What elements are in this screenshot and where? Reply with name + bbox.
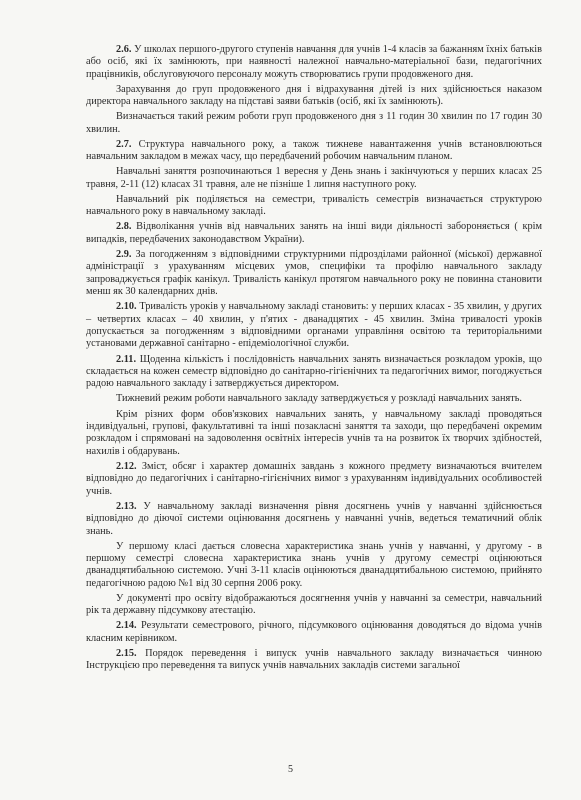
paragraph-text: Щоденна кількість і послідовність навчальних занять визначається розкладом уроків, що складається на кожен семестр відповідно до санітарно-гігієнічних та педагогічних вимог, погоджується радою навчального закладу і затверджується директором. [86,353,542,390]
paragraph-text: У першому класі дається словесна характеристика знань учнів у навчанні, у другому - в першому семестрі словесна характеристика знань учнів у другому семестрі оцінюються дванадцятибальною системою. Учні 3-11 класів оцінюються дванадцятибальною системою, прийнято педагогічною радою №1 від 30 серпня 2006 року. [86,540,542,589]
paragraph-2-11 [86,354,542,391]
paragraph-text: Крім різних форм обов'язкових навчальних занять, у навчальному закладі проводяться індивідуальні, групові, факультативні та інші позакласні заняття та заходи, що передбачені окремим розкладом і спрямовані на задоволення освітніх інтересів учнів та на розвиток їх творчих здібностей, нахилів і обдарувань. [86,408,542,457]
paragraph-text: У документі про освіту відображаються досягнення учнів у навчанні за семестри, навчальний рік та державну підсумкову атестацію. [86,592,542,617]
paragraph-text: Відволікання учнів від навчальних занять на інші види діяльності забороняється ( крім випадків, передбачених законодавством України). [86,221,542,245]
paragraph-2-9 [86,249,542,299]
paragraph-2-13 [86,501,542,538]
paragraph-text: Структура навчального року, а також тижневе навантаження учнів встановлюються навчальним закладом в межах часу, що передбачений робочим навчальним планом. [86,138,542,163]
paragraph-2-6 [86,44,542,81]
paragraph-education-document [86,593,542,618]
clause-number: 2.15. [116,647,137,659]
clause-number: 2.13. [116,500,137,512]
clause-number: 2.14. [116,620,137,632]
paragraph-text: Навчальний рік поділяється на семестри, тривалість семестрів визначається структурою навчального року в навчальному закладі. [86,193,542,218]
paragraph-text: У навчальному закладі визначення рівня досягнень учнів у навчанні здійснюється відповідно до діючої системи оцінювання досягнень у навчанні учнів, ведеться тематичний облік знань. [86,500,542,537]
clause-number: 2.12. [116,460,137,472]
clause-number: 2.9. [116,248,132,260]
paragraph-text: Зміст, обсяг і характер домашніх завдань з кожного предмету визначаються вчителем відповідно до педагогічних і санітарно-гігієнічних вимог з урахуванням індивідуальних особливостей учнів. [86,460,543,497]
paragraph-text: За погодженням з відповідними структурними підрозділами районної (міської) державної адміністрації з урахуванням місцевих умов, специфіки та профілю навчального закладу запроваджується графік канікул. Тривалість канікул протягом навчального року не повинна становити менш як 30 календарних днів. [86,248,542,298]
paragraph-text: Тижневий режим роботи навчального закладу затверджується у розкладі навчальних занять. [116,393,522,405]
page-number: 5 [288,764,293,775]
paragraph-2-12 [86,461,542,498]
paragraph-2-10 [86,301,542,351]
paragraph-enrollment [86,84,542,109]
page-body [86,44,542,675]
paragraph-2-15 [86,648,542,673]
paragraph-text: Навчальні заняття розпочинаються 1 вересня у День знань і закінчуються у перших класах 25 травня, 2-11 (12) класах 31 травня, але не пізніше 1 липня наступного року. [86,166,542,190]
paragraph-text: Тривалість уроків у навчальному закладі становить: у перших класах - 35 хвилин, у других – четвертих класах – 40 хвилин, у п'ятих - дванадцятих - 45 хвилин. Зміна тривалості уроків допускається за погодженням з відповідними органами управління освітою та територіальними установами державної санітарно - епідеміологічної служби. [86,301,542,350]
paragraph-weekly-schedule [86,393,542,405]
paragraph-2-7 [86,139,542,164]
paragraph-school-year-dates [86,166,542,191]
clause-number: 2.7. [116,138,132,150]
clause-number: 2.11. [116,353,137,365]
paragraph-text: Порядок переведення і випуск учнів навчального закладу визначається чинною Інструкцією про переведення та випуск учнів навчальних закладів системи загальної [86,647,542,672]
paragraph-extracurricular [86,409,542,459]
paragraph-text: Результати семестрового, річного, підсумкового оцінювання доводяться до відома учнів класним керівником. [86,620,542,644]
paragraph-schedule [86,111,542,136]
paragraph-semesters [86,194,542,219]
clause-number: 2.8. [116,221,132,233]
paragraph-grading [86,541,542,591]
paragraph-2-8 [86,221,542,246]
paragraph-text: Визначається такий режим роботи груп продовженого дня з 11 годин 30 хвилин по 17 годин 30 хвилин. [86,111,542,135]
paragraph-2-14 [86,620,542,645]
paragraph-text: У школах першого-другого ступенів навчання для учнів 1-4 класів за бажанням їхніх батьків або осіб, які їх замінюють, при наявності належної навчально-матеріальної бази, педагогічних працівників, обслуговуючого персоналу можуть створюватись групи продовженого дня. [86,44,542,80]
clause-number: 2.10. [116,301,137,313]
clause-number: 2.6. [116,44,132,55]
paragraph-text: Зарахування до груп продовженого дня і відрахування дітей із них здійснюється наказом директора навчального закладу на підставі заяви батьків (осіб, які їх замінюють). [86,83,542,108]
